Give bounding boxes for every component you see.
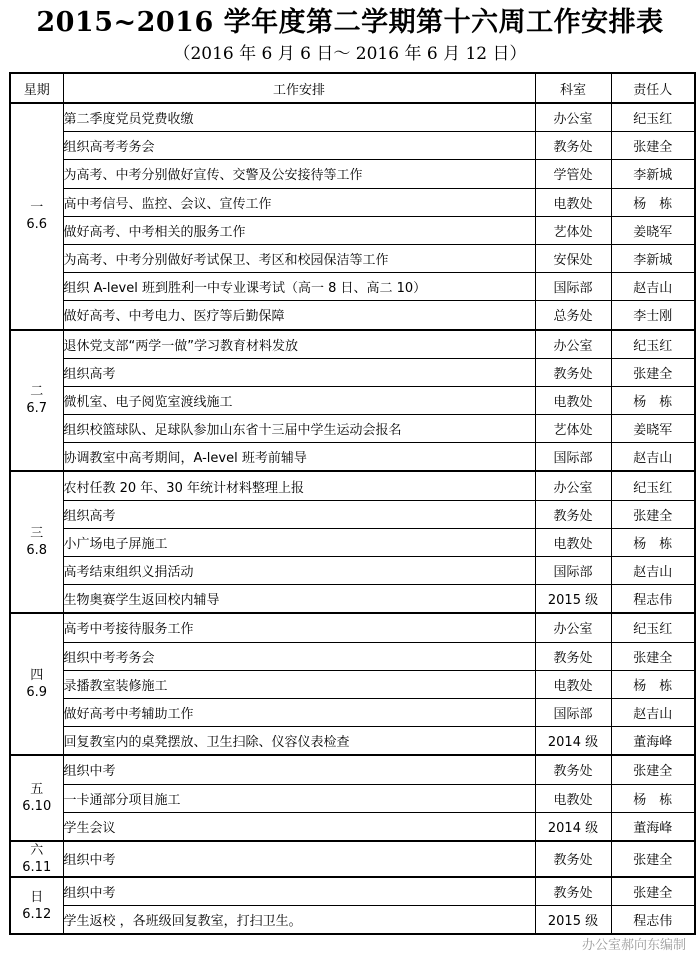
task-cell: 组织中考: [63, 755, 535, 784]
person-cell: 李新城: [611, 244, 695, 272]
table-row: [10, 443, 695, 472]
table-row: [10, 273, 695, 301]
person-cell: 杨 栋: [611, 784, 695, 812]
table-row: [10, 613, 695, 642]
person-cell: 赵吉山: [611, 698, 695, 726]
day-cell: [10, 841, 63, 877]
task-cell: 做好高考中考辅助工作: [63, 698, 535, 726]
schedule-table: [9, 72, 696, 935]
header-day: 星期: [10, 73, 63, 103]
table-row: [10, 670, 695, 698]
header-task: 工作安排: [63, 73, 535, 103]
date-label: 6.11: [22, 859, 52, 875]
task-cell: 学生返校 ，各班级回复教室，打扫卫生。: [63, 906, 535, 935]
dept-cell: 电教处: [535, 188, 611, 216]
person-cell: 董海峰: [611, 727, 695, 756]
task-cell: 为高考、中考分别做好宣传、交警及公安接待等工作: [63, 160, 535, 188]
table-row: [10, 642, 695, 670]
table-row: [10, 358, 695, 386]
table-row: [10, 877, 695, 906]
task-cell: 组织 A-level 班到胜利一中专业课考试（高一 8 日、高二 10）: [63, 273, 535, 301]
person-cell: 张建全: [611, 841, 695, 877]
table-row: [10, 906, 695, 935]
person-cell: 张建全: [611, 132, 695, 160]
task-cell: 组织高考: [63, 358, 535, 386]
footer-credit: 办公室郝向东编制: [581, 938, 686, 953]
table-row: [10, 244, 695, 272]
person-cell: 赵吉山: [611, 273, 695, 301]
person-cell: 赵吉山: [611, 557, 695, 585]
dept-cell: 2015 级: [535, 585, 611, 614]
person-cell: 张建全: [611, 642, 695, 670]
day-cell: [10, 103, 63, 330]
person-cell: 张建全: [611, 358, 695, 386]
table-row: [10, 330, 695, 359]
person-cell: 纪玉红: [611, 330, 695, 359]
table-row: [10, 386, 695, 414]
table-row: [10, 698, 695, 726]
task-cell: 高考中考接待服务工作: [63, 613, 535, 642]
person-cell: 杨 栋: [611, 188, 695, 216]
person-cell: 杨 栋: [611, 386, 695, 414]
task-cell: 微机室、电子阅览室渡线施工: [63, 386, 535, 414]
task-cell: 组织中考: [63, 841, 535, 877]
task-cell: 组织高考考务会: [63, 132, 535, 160]
header-person: 责任人: [611, 73, 695, 103]
date-label: 6.7: [26, 401, 48, 417]
person-cell: 杨 栋: [611, 528, 695, 556]
weekday-label: 五: [30, 782, 44, 798]
dept-cell: 总务处: [535, 301, 611, 330]
table-row: [10, 132, 695, 160]
weekday-label: 三: [30, 526, 44, 542]
task-cell: 组织中考考务会: [63, 642, 535, 670]
dept-cell: 国际部: [535, 443, 611, 472]
date-label: 6.8: [26, 543, 48, 559]
day-cell: [10, 613, 63, 755]
person-cell: 纪玉红: [611, 103, 695, 132]
dept-cell: 2014 级: [535, 727, 611, 756]
task-cell: 做好高考、中考相关的服务工作: [63, 216, 535, 244]
task-cell: 一卡通部分项目施工: [63, 784, 535, 812]
table-row: [10, 160, 695, 188]
table-row: [10, 727, 695, 756]
task-cell: 录播教室装修施工: [63, 670, 535, 698]
table-row: [10, 755, 695, 784]
person-cell: 程志伟: [611, 585, 695, 614]
table-row: [10, 528, 695, 556]
day-cell: [10, 330, 63, 472]
header-dept: 科室: [535, 73, 611, 103]
date-range-subtitle: （2016 年 6 月 6 日～ 2016 年 6 月 12 日）: [173, 44, 527, 64]
weekday-label: 一: [30, 200, 44, 216]
dept-cell: 艺体处: [535, 415, 611, 443]
schedule-body: [10, 103, 695, 934]
person-cell: 张建全: [611, 877, 695, 906]
table-row: [10, 471, 695, 500]
table-row: [10, 500, 695, 528]
person-cell: 程志伟: [611, 906, 695, 935]
weekday-label: 六: [30, 842, 44, 858]
task-cell: 高中考信号、监控、会议、宣传工作: [63, 188, 535, 216]
day-cell: [10, 877, 63, 934]
task-cell: 生物奥赛学生返回校内辅导: [63, 585, 535, 614]
dept-cell: 国际部: [535, 273, 611, 301]
table-row: [10, 415, 695, 443]
dept-cell: 教务处: [535, 132, 611, 160]
dept-cell: 2015 级: [535, 906, 611, 935]
person-cell: 赵吉山: [611, 443, 695, 472]
person-cell: 纪玉红: [611, 613, 695, 642]
dept-cell: 学管处: [535, 160, 611, 188]
task-cell: 组织校篮球队、足球队参加山东省十三届中学生运动会报名: [63, 415, 535, 443]
table-row: [10, 216, 695, 244]
weekday-label: 日: [30, 889, 44, 905]
task-cell: 第二季度党员党费收缴: [63, 103, 535, 132]
dept-cell: 办公室: [535, 613, 611, 642]
table-row: [10, 188, 695, 216]
dept-cell: 教务处: [535, 755, 611, 784]
date-label: 6.12: [22, 906, 52, 922]
table-row: [10, 812, 695, 841]
dept-cell: 国际部: [535, 698, 611, 726]
dept-cell: 办公室: [535, 471, 611, 500]
person-cell: 纪玉红: [611, 471, 695, 500]
dept-cell: 电教处: [535, 386, 611, 414]
date-label: 6.9: [26, 685, 48, 701]
person-cell: 李士刚: [611, 301, 695, 330]
dept-cell: 办公室: [535, 103, 611, 132]
page-title: 2015~2016 学年度第二学期第十六周工作安排表: [36, 7, 664, 38]
dept-cell: 安保处: [535, 244, 611, 272]
person-cell: 姜晓军: [611, 216, 695, 244]
date-label: 6.10: [22, 799, 52, 815]
dept-cell: 电教处: [535, 784, 611, 812]
person-cell: 姜晓军: [611, 415, 695, 443]
task-cell: 协调教室中高考期间，A-level 班考前辅导: [63, 443, 535, 472]
table-row: [10, 585, 695, 614]
dept-cell: 教务处: [535, 500, 611, 528]
task-cell: 学生会议: [63, 812, 535, 841]
task-cell: 为高考、中考分别做好考试保卫、考区和校园保洁等工作: [63, 244, 535, 272]
person-cell: 李新城: [611, 160, 695, 188]
dept-cell: 2014 级: [535, 812, 611, 841]
day-cell: [10, 755, 63, 841]
person-cell: 董海峰: [611, 812, 695, 841]
task-cell: 做好高考、中考电力、医疗等后勤保障: [63, 301, 535, 330]
task-cell: 退休党支部“两学一做”学习教育材料发放: [63, 330, 535, 359]
dept-cell: 国际部: [535, 557, 611, 585]
table-row: [10, 557, 695, 585]
dept-cell: 办公室: [535, 330, 611, 359]
table-row: [10, 841, 695, 877]
person-cell: 张建全: [611, 755, 695, 784]
task-cell: 组织中考: [63, 877, 535, 906]
header-row: [10, 73, 695, 103]
dept-cell: 电教处: [535, 528, 611, 556]
task-cell: 高考结束组织义捐活动: [63, 557, 535, 585]
table-row: [10, 103, 695, 132]
task-cell: 组织高考: [63, 500, 535, 528]
weekday-label: 四: [30, 668, 44, 684]
dept-cell: 教务处: [535, 841, 611, 877]
day-cell: [10, 471, 63, 613]
dept-cell: 教务处: [535, 877, 611, 906]
dept-cell: 教务处: [535, 358, 611, 386]
table-row: [10, 784, 695, 812]
table-row: [10, 301, 695, 330]
dept-cell: 教务处: [535, 642, 611, 670]
person-cell: 杨 栋: [611, 670, 695, 698]
date-label: 6.6: [26, 217, 48, 233]
task-cell: 回复教室内的桌凳摆放、卫生扫除、仪容仪表检查: [63, 727, 535, 756]
dept-cell: 艺体处: [535, 216, 611, 244]
task-cell: 小广场电子屏施工: [63, 528, 535, 556]
task-cell: 农村任教 20 年、30 年统计材料整理上报: [63, 471, 535, 500]
person-cell: 张建全: [611, 500, 695, 528]
dept-cell: 电教处: [535, 670, 611, 698]
weekday-label: 二: [30, 384, 44, 400]
